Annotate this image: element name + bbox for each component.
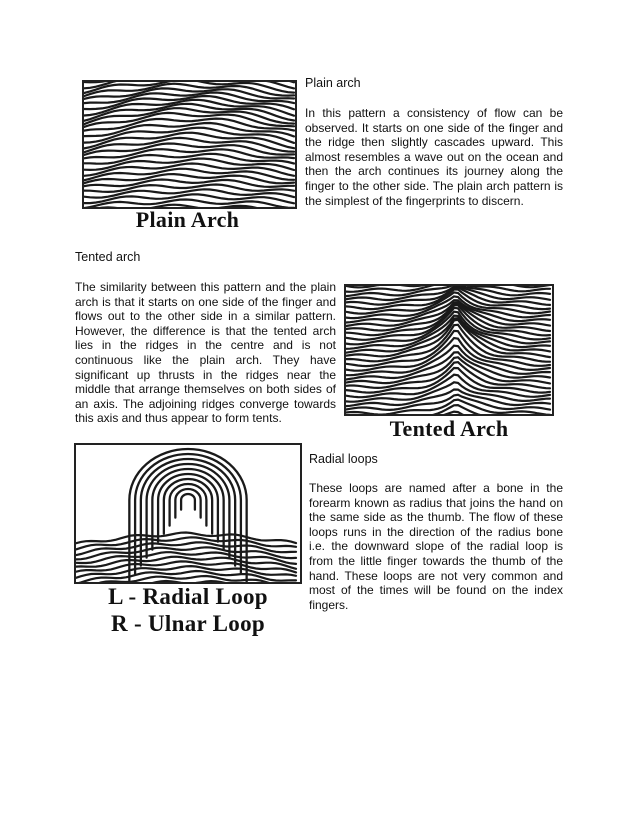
tented-arch-fingerprint-image xyxy=(344,284,554,416)
loop-core-ridge xyxy=(181,494,195,510)
tented-arch-body: The similarity between this pattern and the plain arch is that it starts on one side of the finger and flows out to the other side in a similar pattern. However, the difference is that the tented arch lies in the ridges in the centre and is not continuous like the plain arch. They have significant up thrusts in the ridges near the middle that arrange themselves on both sides of an axis. The adjoining ridges converge towards this axis and thus appear to form tents. xyxy=(75,280,336,426)
tented-arch-caption: Tented Arch xyxy=(389,416,509,441)
tented-arch-heading: Tented arch xyxy=(75,250,141,264)
plain-arch-caption: Plain Arch xyxy=(135,207,240,232)
plain-arch-heading: Plain arch xyxy=(305,76,361,90)
tented-arch-ridge xyxy=(346,400,550,414)
radial-loops-body: These loops are named after a bone in the forearm known as radius that joins the hand on the same side as the thumb. The flow of these loops runs in the direction of the radius bone i.e. the downward slope of the radial loop is from the little finger towards the thumb of the hand. These loops are not very common and most of the times will be found on the index fingers. xyxy=(309,481,563,612)
plain-arch-ridge xyxy=(84,128,294,143)
tented-arch-figure xyxy=(344,284,554,444)
radial-loop-caption: L - Radial Loop xyxy=(108,584,268,609)
loop-figure xyxy=(74,443,304,643)
loop-fingerprint-image xyxy=(74,443,302,584)
ulnar-loop-caption: R - Ulnar Loop xyxy=(111,611,265,636)
plain-arch-fingerprint-image xyxy=(82,80,297,209)
plain-arch-body: In this pattern a consistency of flow can be observed. It starts on one side of the finger and the ridge then slightly cascades upward. This almost resembles a wave out on the ocean and then the arch continues its journey along the finger to the other side. The plain arch pattern is the simplest of the fingerprints to discern. xyxy=(305,106,563,208)
radial-loops-heading: Radial loops xyxy=(309,452,378,466)
plain-arch-figure xyxy=(82,80,297,235)
loop-core-ridge xyxy=(164,479,212,534)
